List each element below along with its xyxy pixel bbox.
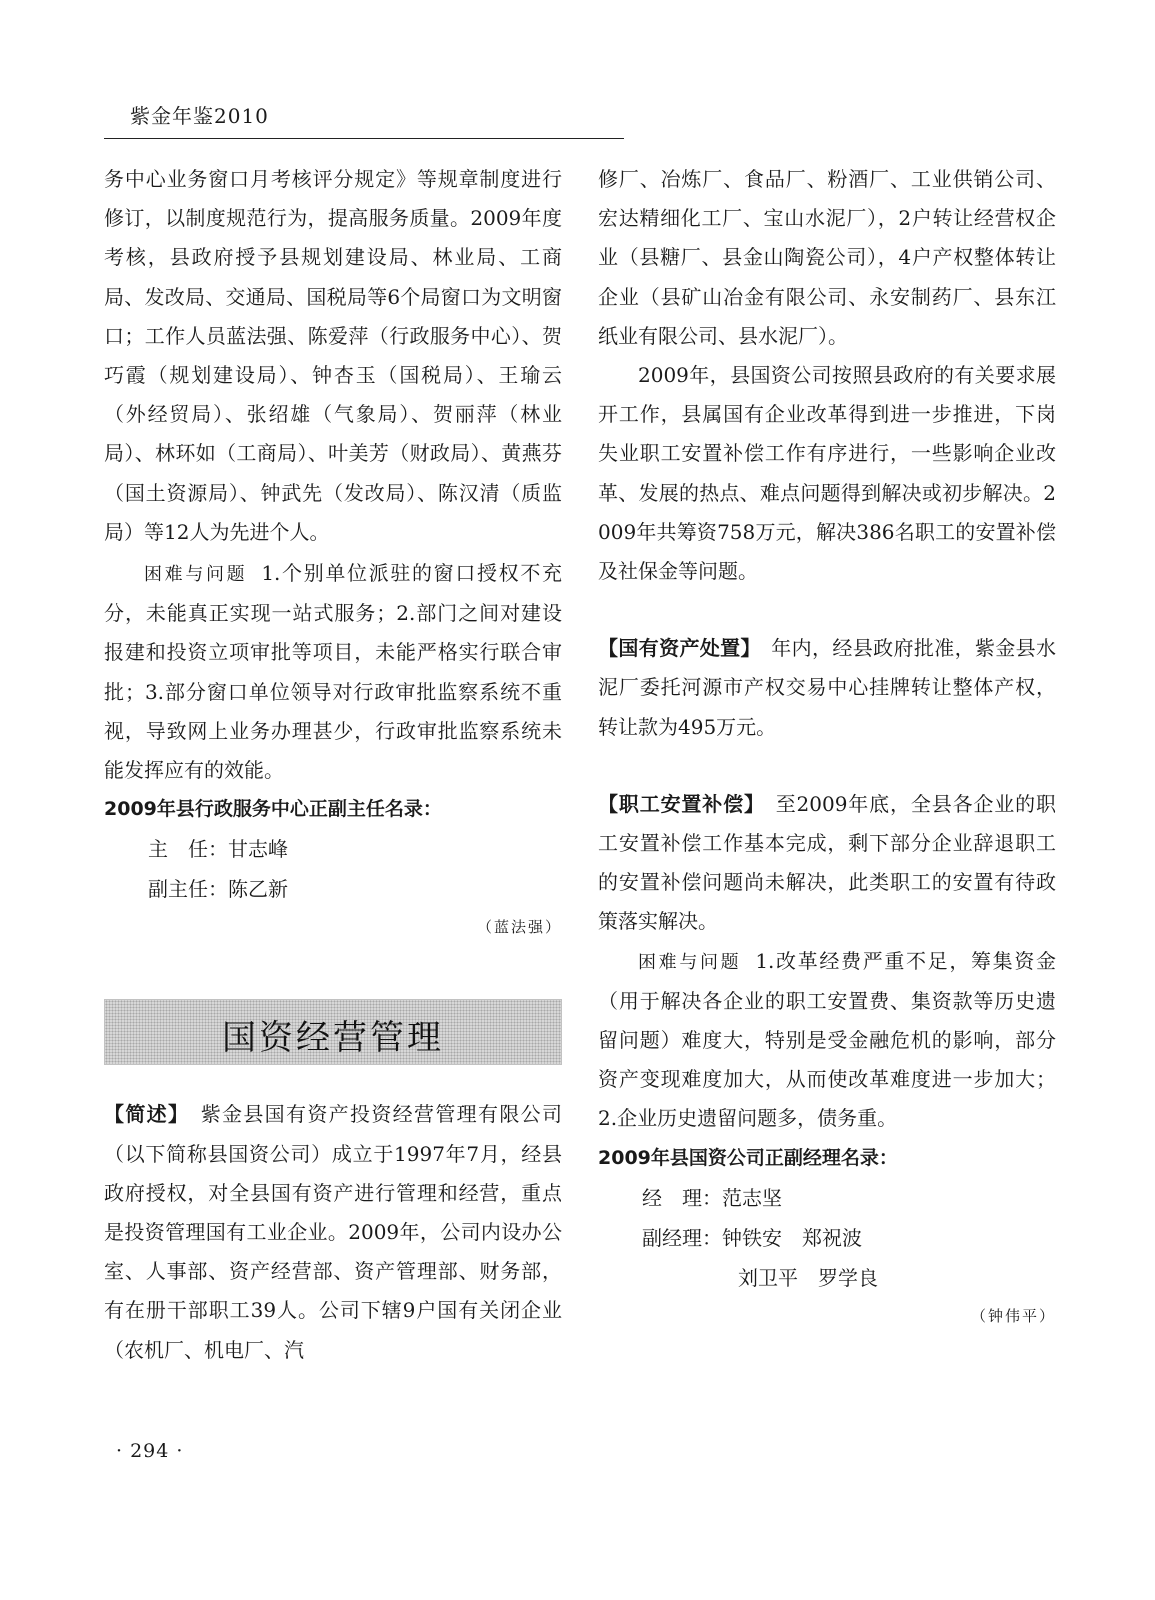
roster-role: 经 理： xyxy=(642,1185,722,1210)
roster xyxy=(104,829,562,909)
section-banner xyxy=(104,999,562,1065)
problems-label: 困难与问题 xyxy=(638,951,742,973)
roster-name: 甘志峰 xyxy=(228,837,288,862)
left-column xyxy=(104,160,562,1370)
problems-label: 困难与问题 xyxy=(144,564,248,586)
attribution: （钟伟平） xyxy=(970,1306,1056,1325)
compensation-paragraph xyxy=(598,785,1056,942)
paragraph: 务中心业务窗口月考核评分规定》等规章制度进行修订，以制度规范行为，提高服务质量。2009年度考核，县政府授予县规划建设局、林业局、工商局、发改局、交通局、国税局等6个局窗口为文明窗口；工作人员蓝法强、陈爱萍（行政服务中心）、贺巧霞（规划建设局）、钟杏玉（国税局）、王瑜云（外经贸局）、张绍雄（气象局）、贺丽萍（林业局）、林环如（工商局）、叶美芳（财政局）、黄燕芬（国土资源局）、钟武先（发改局）、陈汉清（质监局）等12人为先进个人。 xyxy=(104,167,562,544)
roster-row xyxy=(642,1218,1056,1258)
roster-role: 副经理： xyxy=(642,1225,722,1250)
right-column xyxy=(598,160,1056,1328)
asset-text: 年内，经县政府批准，紫金县水泥厂委托河源市产权交易中心挂牌转让整体产权，转让款为495万元。 xyxy=(598,636,1057,739)
roster-name: 刘卫平 罗学良 xyxy=(738,1265,878,1290)
summary-tag: 【简述】 xyxy=(104,1102,180,1127)
attribution: （蓝法强） xyxy=(476,918,562,937)
asset-paragraph xyxy=(598,629,1056,747)
paragraph: 2009年，县国资公司按照县政府的有关要求展开工作，县属国有企业改革得到进一步推进，下岗失业职工安置补偿工作有序进行，一些影响企业改革、发展的热点、难点问题得到解决或初步解决。2009年共筹资758万元，解决386名职工的安置补偿及社保金等问题。 xyxy=(598,363,1056,584)
roster-row xyxy=(148,869,562,909)
summary-text: 紫金县国有资产投资经营管理有限公司（以下简称县国资公司）成立于1997年7月，经县政府授权，对全县国有资产进行管理和经营，重点是投资管理国有工业企业。2009年，公司内设办公室、人事部、资产经营部、资产管理部、财务部，有在册干部职工39人。公司下辖9户国有关闭企业（农机厂、机电厂、汽 xyxy=(104,1102,563,1362)
roster-row xyxy=(148,829,562,869)
roster xyxy=(598,1178,1056,1298)
roster-row xyxy=(642,1258,1056,1298)
paragraph: 修厂、冶炼厂、食品厂、粉酒厂、工业供销公司、宏达精细化工厂、宝山水泥厂），2户转让经营权企业（县糖厂、县金山陶瓷公司），4户产权整体转让企业（县矿山冶金有限公司、永安制药厂、县东江纸业有限公司、县水泥厂）。 xyxy=(598,167,1056,348)
roster-title: 2009年县行政服务中心正副主任名录： xyxy=(104,798,442,821)
asset-tag: 【国有资产处置】 xyxy=(598,636,751,661)
summary-paragraph xyxy=(104,1095,562,1369)
roster-row xyxy=(642,1178,1056,1218)
compensation-tag: 【职工安置补偿】 xyxy=(598,791,755,816)
roster-title: 2009年县国资公司正副经理名录： xyxy=(598,1146,898,1169)
problems-text: 1.改革经费严重不足，筹集资金（用于解决各企业的职工安置费、集资款等历史遗留问题）难度大，特别是受金融危机的影响，部分资产变现难度加大，从而使改革难度进一步加大；2.企业历史遗留问题多，债务重。 xyxy=(598,948,1056,1131)
compensation-text: 至2009年底，全县各企业的职工安置补偿工作基本完成，剩下部分企业辞退职工的安置补偿问题尚未解决，此类职工的安置有待政策落实解决。 xyxy=(598,791,1057,934)
roster-role: 副主任： xyxy=(148,877,228,902)
roster-name: 钟铁安 郑祝波 xyxy=(722,1225,862,1250)
spacer xyxy=(598,591,1056,629)
problems-paragraph xyxy=(598,942,1056,1139)
problems-text: 1.个别单位派驻的窗口授权不充分，未能真正实现一站式服务；2.部门之间对建设报建和投资立项审批等项目，未能严格实行联合审批；3.部分窗口单位领导对行政审批监察系统不重视，导致网上业务办理甚少，行政审批监察系统未能发挥应有的效能。 xyxy=(104,561,562,783)
page-number: · 294 · xyxy=(116,1440,184,1462)
running-title: 紫金年鉴2010 xyxy=(130,104,269,128)
roster-name: 陈乙新 xyxy=(228,877,288,902)
spacer xyxy=(598,747,1056,785)
running-header xyxy=(104,98,624,139)
roster-role: 主 任： xyxy=(148,837,228,862)
problems-paragraph xyxy=(104,554,562,790)
roster-name: 范志坚 xyxy=(722,1185,782,1210)
section-title: 国资经营管理 xyxy=(222,1018,444,1059)
